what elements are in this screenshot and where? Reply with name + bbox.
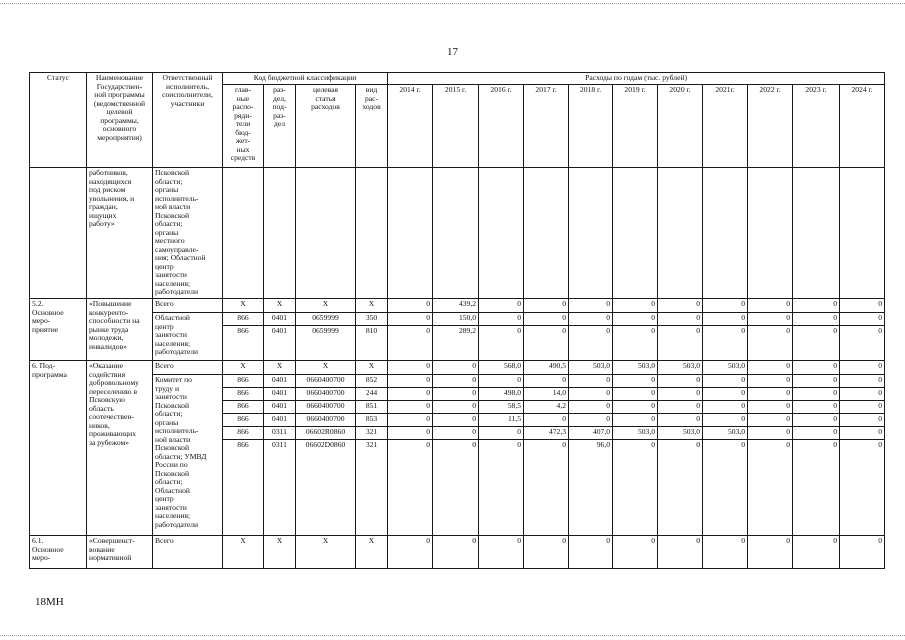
expense-value-cell: 0	[613, 313, 658, 326]
status-cell: 6.1. Основное меро-	[30, 536, 87, 569]
expense-value-cell: 0	[793, 414, 840, 427]
expense-value-cell: 503,0	[613, 427, 658, 440]
expense-value-cell: 0	[479, 440, 524, 536]
section-code-cell: 0401	[264, 388, 296, 401]
table-row	[30, 536, 885, 569]
expense-value-cell: 0	[793, 326, 840, 361]
chief-manager-code-cell: 866	[223, 440, 264, 536]
expense-value-cell: 0	[569, 326, 613, 361]
expense-value-cell: 11,5	[479, 414, 524, 427]
target-item-code-cell: 0659999	[296, 326, 356, 361]
expense-value-cell: 0	[388, 401, 433, 414]
expense-value-cell: 0	[793, 427, 840, 440]
expense-value-cell: 0	[840, 401, 885, 414]
expense-value-cell: 0	[748, 299, 793, 313]
expense-value-cell: 407,0	[569, 427, 613, 440]
responsible-total-cell: Всего	[153, 361, 223, 375]
scan-edge-bottom	[0, 635, 905, 636]
column-header-year-2020: 2020 г.	[658, 85, 703, 168]
expense-value-cell	[748, 168, 793, 299]
expense-value-cell: 0	[388, 536, 433, 569]
expense-value-cell: 0	[748, 401, 793, 414]
expense-value-cell: 0	[748, 536, 793, 569]
expense-value-cell	[479, 168, 524, 299]
column-header-year-2017: 2017 г.	[524, 85, 569, 168]
section-code-cell: X	[264, 536, 296, 569]
expense-value-cell: 0	[613, 375, 658, 388]
expense-value-cell: 0	[569, 375, 613, 388]
expense-value-cell: 0	[524, 440, 569, 536]
expense-value-cell: 0	[388, 427, 433, 440]
expense-value-cell: 14,0	[524, 388, 569, 401]
expense-value-cell: 0	[793, 536, 840, 569]
expense-value-cell: 0	[840, 313, 885, 326]
column-header-status: Статус	[30, 73, 87, 168]
target-item-code-cell: 0660400700	[296, 388, 356, 401]
table-row	[30, 313, 885, 326]
expense-value-cell: 0	[840, 375, 885, 388]
column-header-year-2024: 2024 г.	[840, 85, 885, 168]
expense-value-cell: 0	[388, 326, 433, 361]
expense-value-cell: 0	[703, 326, 748, 361]
expense-value-cell	[613, 168, 658, 299]
expense-type-code-cell: X	[356, 299, 388, 313]
expense-type-code-cell: 852	[356, 375, 388, 388]
expense-value-cell	[703, 168, 748, 299]
section-code-cell: 0401	[264, 414, 296, 427]
expense-value-cell: 0	[658, 440, 703, 536]
column-header-responsible: Ответственный исполнитель, соисполнители, участники	[153, 73, 223, 168]
expense-value-cell: 0	[569, 299, 613, 313]
expense-type-code-cell: 853	[356, 414, 388, 427]
expense-type-code-cell: 321	[356, 427, 388, 440]
expense-value-cell: 0	[433, 388, 479, 401]
expense-value-cell: 0	[840, 536, 885, 569]
target-item-code-cell: X	[296, 536, 356, 569]
chief-manager-code-cell: 866	[223, 313, 264, 326]
expense-value-cell: 0	[433, 375, 479, 388]
expense-value-cell: 0	[479, 326, 524, 361]
expense-value-cell: 0	[703, 536, 748, 569]
expense-value-cell	[840, 168, 885, 299]
column-header-year-2021: 2021г.	[703, 85, 748, 168]
expense-value-cell: 0	[658, 313, 703, 326]
expense-value-cell: 0	[479, 536, 524, 569]
expense-value-cell: 0	[479, 427, 524, 440]
section-code-cell: 0401	[264, 313, 296, 326]
expense-value-cell: 0	[748, 326, 793, 361]
expense-value-cell: 96,0	[569, 440, 613, 536]
program-name-cell: работников, находящихся под риском увольнения, и граждан, ищущих работу»	[87, 168, 153, 299]
expense-value-cell: 0	[388, 313, 433, 326]
expense-type-code-cell: X	[356, 361, 388, 375]
chief-manager-code-cell: 866	[223, 414, 264, 427]
expense-value-cell: 0	[524, 536, 569, 569]
expense-value-cell: 0	[479, 313, 524, 326]
chief-manager-code-cell: X	[223, 299, 264, 313]
budget-expenses-table	[29, 72, 885, 569]
expense-type-code-cell: 350	[356, 313, 388, 326]
expense-value-cell: 0	[524, 414, 569, 427]
column-header-program-name: Наименование Государствен- ной программы (ведомственной целевой программы, основного мероприятия)	[87, 73, 153, 168]
section-code-cell: X	[264, 361, 296, 375]
expense-value-cell: 0	[840, 427, 885, 440]
expense-value-cell: 0	[658, 388, 703, 401]
expense-value-cell: 0	[388, 375, 433, 388]
table-row	[30, 375, 885, 388]
expense-value-cell: 0	[613, 414, 658, 427]
expense-value-cell: 0	[703, 299, 748, 313]
expense-value-cell: 503,0	[613, 361, 658, 375]
expense-value-cell: 0	[703, 313, 748, 326]
column-header-year-2019: 2019 г.	[613, 85, 658, 168]
responsible-total-cell: Всего	[153, 299, 223, 313]
target-item-code-cell: 06602D0860	[296, 440, 356, 536]
expense-value-cell: 0	[524, 299, 569, 313]
expense-value-cell: 0	[840, 299, 885, 313]
expense-value-cell: 0	[524, 375, 569, 388]
responsible-parties-cell: Комитет по труду и занятости Псковской области; органы исполнитель- ной власти Псковской области; УМВД России по Псковской области; Областной центр занятости населения; работодатели	[153, 375, 223, 536]
expense-value-cell: 503,0	[658, 427, 703, 440]
expense-value-cell: 0	[840, 388, 885, 401]
expense-value-cell: 0	[840, 361, 885, 375]
expense-value-cell: 0	[793, 375, 840, 388]
expense-value-cell: 503,0	[658, 361, 703, 375]
expense-value-cell: 0	[703, 388, 748, 401]
column-group-expenses-by-year: Расходы по годам (тыс. рублей)	[388, 73, 885, 85]
expense-value-cell: 0	[479, 299, 524, 313]
expense-value-cell: 0	[793, 388, 840, 401]
expense-type-code-cell: 851	[356, 401, 388, 414]
expense-value-cell: 568,0	[479, 361, 524, 375]
page-number: 17	[447, 46, 458, 58]
chief-manager-code-cell: 866	[223, 401, 264, 414]
expense-value-cell: 0	[748, 388, 793, 401]
target-item-code-cell	[296, 168, 356, 299]
responsible-total-cell: Всего	[153, 536, 223, 569]
column-header-chief-manager: глав- ные распо- ряди- тели бюд- жет- ных средств	[223, 85, 264, 168]
expense-value-cell	[569, 168, 613, 299]
expense-value-cell: 503,0	[569, 361, 613, 375]
expense-type-code-cell: 321	[356, 440, 388, 536]
expense-value-cell: 0	[703, 414, 748, 427]
expense-value-cell: 0	[793, 440, 840, 536]
expense-value-cell: 472,3	[524, 427, 569, 440]
target-item-code-cell: 0659999	[296, 313, 356, 326]
expense-type-code-cell: 244	[356, 388, 388, 401]
expense-value-cell: 503,0	[703, 361, 748, 375]
expense-value-cell: 0	[703, 440, 748, 536]
section-code-cell: 0311	[264, 440, 296, 536]
expense-value-cell: 0	[658, 401, 703, 414]
column-group-budget-code: Код бюджетной классификации	[223, 73, 388, 85]
expense-value-cell: 0	[658, 326, 703, 361]
expense-value-cell: 0	[613, 536, 658, 569]
section-code-cell: 0401	[264, 401, 296, 414]
expense-value-cell: 0	[748, 440, 793, 536]
section-code-cell	[264, 168, 296, 299]
expense-value-cell: 0	[748, 361, 793, 375]
expense-value-cell: 0	[388, 388, 433, 401]
chief-manager-code-cell: 866	[223, 326, 264, 361]
expense-value-cell: 490,5	[524, 361, 569, 375]
expense-value-cell: 0	[658, 375, 703, 388]
expense-value-cell: 0	[388, 414, 433, 427]
expense-type-code-cell	[356, 168, 388, 299]
column-header-year-2015: 2015 г.	[433, 85, 479, 168]
expense-value-cell	[793, 168, 840, 299]
table-row	[30, 361, 885, 375]
column-header-year-2022: 2022 г.	[748, 85, 793, 168]
status-cell: 6. Под- программа	[30, 361, 87, 536]
status-cell	[30, 168, 87, 299]
column-header-year-2016: 2016 г.	[479, 85, 524, 168]
expense-value-cell: 0	[569, 401, 613, 414]
expense-value-cell: 0	[748, 375, 793, 388]
expense-value-cell: 503,0	[703, 427, 748, 440]
expense-value-cell: 0	[793, 401, 840, 414]
expense-value-cell: 0	[703, 375, 748, 388]
expense-value-cell: 0	[613, 440, 658, 536]
footer-code: 18МН	[35, 596, 64, 608]
target-item-code-cell: X	[296, 361, 356, 375]
table-body	[30, 168, 885, 569]
chief-manager-code-cell: 866	[223, 388, 264, 401]
expense-value-cell: 0	[569, 414, 613, 427]
expense-value-cell: 0	[703, 401, 748, 414]
expense-value-cell: 0	[658, 414, 703, 427]
chief-manager-code-cell	[223, 168, 264, 299]
expense-value-cell: 0	[433, 440, 479, 536]
target-item-code-cell: 0660400700	[296, 414, 356, 427]
status-cell: 5.2. Основное меро- приятие	[30, 299, 87, 361]
expense-value-cell: 0	[388, 361, 433, 375]
expense-value-cell: 0	[613, 388, 658, 401]
chief-manager-code-cell: 866	[223, 427, 264, 440]
section-code-cell: X	[264, 299, 296, 313]
column-header-year-2014: 2014 г.	[388, 85, 433, 168]
target-item-code-cell: 0660400700	[296, 375, 356, 388]
expense-value-cell	[658, 168, 703, 299]
expense-value-cell: 439,2	[433, 299, 479, 313]
expense-value-cell: 0	[748, 313, 793, 326]
expense-value-cell: 0	[613, 401, 658, 414]
section-code-cell: 0311	[264, 427, 296, 440]
expense-value-cell: 498,0	[479, 388, 524, 401]
column-header-section: раз- дел, под- раз- дел	[264, 85, 296, 168]
column-header-year-2023: 2023 г.	[793, 85, 840, 168]
expense-value-cell: 0	[840, 440, 885, 536]
program-name-cell: «Повышение конкуренто- способности на рынке труда молодежи, инвалидов»	[87, 299, 153, 361]
expense-value-cell: 0	[433, 361, 479, 375]
responsible-parties-cell: Областной центр занятости населения; работодатели	[153, 313, 223, 361]
expense-type-code-cell: X	[356, 536, 388, 569]
target-item-code-cell: 06602R0860	[296, 427, 356, 440]
expense-value-cell: 0	[524, 313, 569, 326]
chief-manager-code-cell: X	[223, 536, 264, 569]
scan-edge-top	[0, 3, 905, 4]
expense-value-cell: 0	[569, 388, 613, 401]
chief-manager-code-cell: X	[223, 361, 264, 375]
target-item-code-cell: 0660400700	[296, 401, 356, 414]
expense-value-cell: 0	[793, 361, 840, 375]
table-row	[30, 299, 885, 313]
expense-value-cell: 0	[433, 536, 479, 569]
header-row-top	[30, 73, 885, 85]
column-header-expense-type: вид рас- ходов	[356, 85, 388, 168]
expense-value-cell	[433, 168, 479, 299]
expense-value-cell: 0	[388, 440, 433, 536]
expense-value-cell: 0	[524, 326, 569, 361]
expense-value-cell: 0	[840, 326, 885, 361]
program-name-cell: «Оказание содействия добровольному переселению в Псковскую область соотечествен- ников, проживающих за рубежом»	[87, 361, 153, 536]
responsible-parties-cell: Псковской области; органы исполнитель- ной власти Псковской области; органы местного самоуправле- ния; Областной центр занятости населения; работодатели	[153, 168, 223, 299]
program-name-cell: «Совершенст- вование нормативной	[87, 536, 153, 569]
expense-value-cell: 4,2	[524, 401, 569, 414]
expense-value-cell	[524, 168, 569, 299]
expense-value-cell	[388, 168, 433, 299]
expense-value-cell: 150,0	[433, 313, 479, 326]
expense-value-cell: 58,5	[479, 401, 524, 414]
expense-value-cell: 0	[479, 375, 524, 388]
expense-value-cell: 0	[433, 414, 479, 427]
expense-value-cell: 0	[613, 326, 658, 361]
expense-value-cell: 0	[658, 536, 703, 569]
expense-value-cell: 0	[569, 536, 613, 569]
expense-value-cell: 0	[569, 313, 613, 326]
expense-value-cell: 0	[748, 427, 793, 440]
column-header-target-item: целевая статья расходов	[296, 85, 356, 168]
expense-value-cell: 0	[658, 299, 703, 313]
chief-manager-code-cell: 866	[223, 375, 264, 388]
expense-value-cell: 0	[793, 299, 840, 313]
expense-value-cell: 0	[388, 299, 433, 313]
expense-value-cell: 0	[748, 414, 793, 427]
expense-value-cell: 0	[840, 414, 885, 427]
table-row	[30, 168, 885, 299]
expense-type-code-cell: 810	[356, 326, 388, 361]
expense-value-cell: 0	[613, 299, 658, 313]
expense-value-cell: 0	[793, 313, 840, 326]
expense-value-cell: 289,2	[433, 326, 479, 361]
target-item-code-cell: X	[296, 299, 356, 313]
section-code-cell: 0401	[264, 375, 296, 388]
section-code-cell: 0401	[264, 326, 296, 361]
expense-value-cell: 0	[433, 401, 479, 414]
expense-value-cell: 0	[433, 427, 479, 440]
column-header-year-2018: 2018 г.	[569, 85, 613, 168]
